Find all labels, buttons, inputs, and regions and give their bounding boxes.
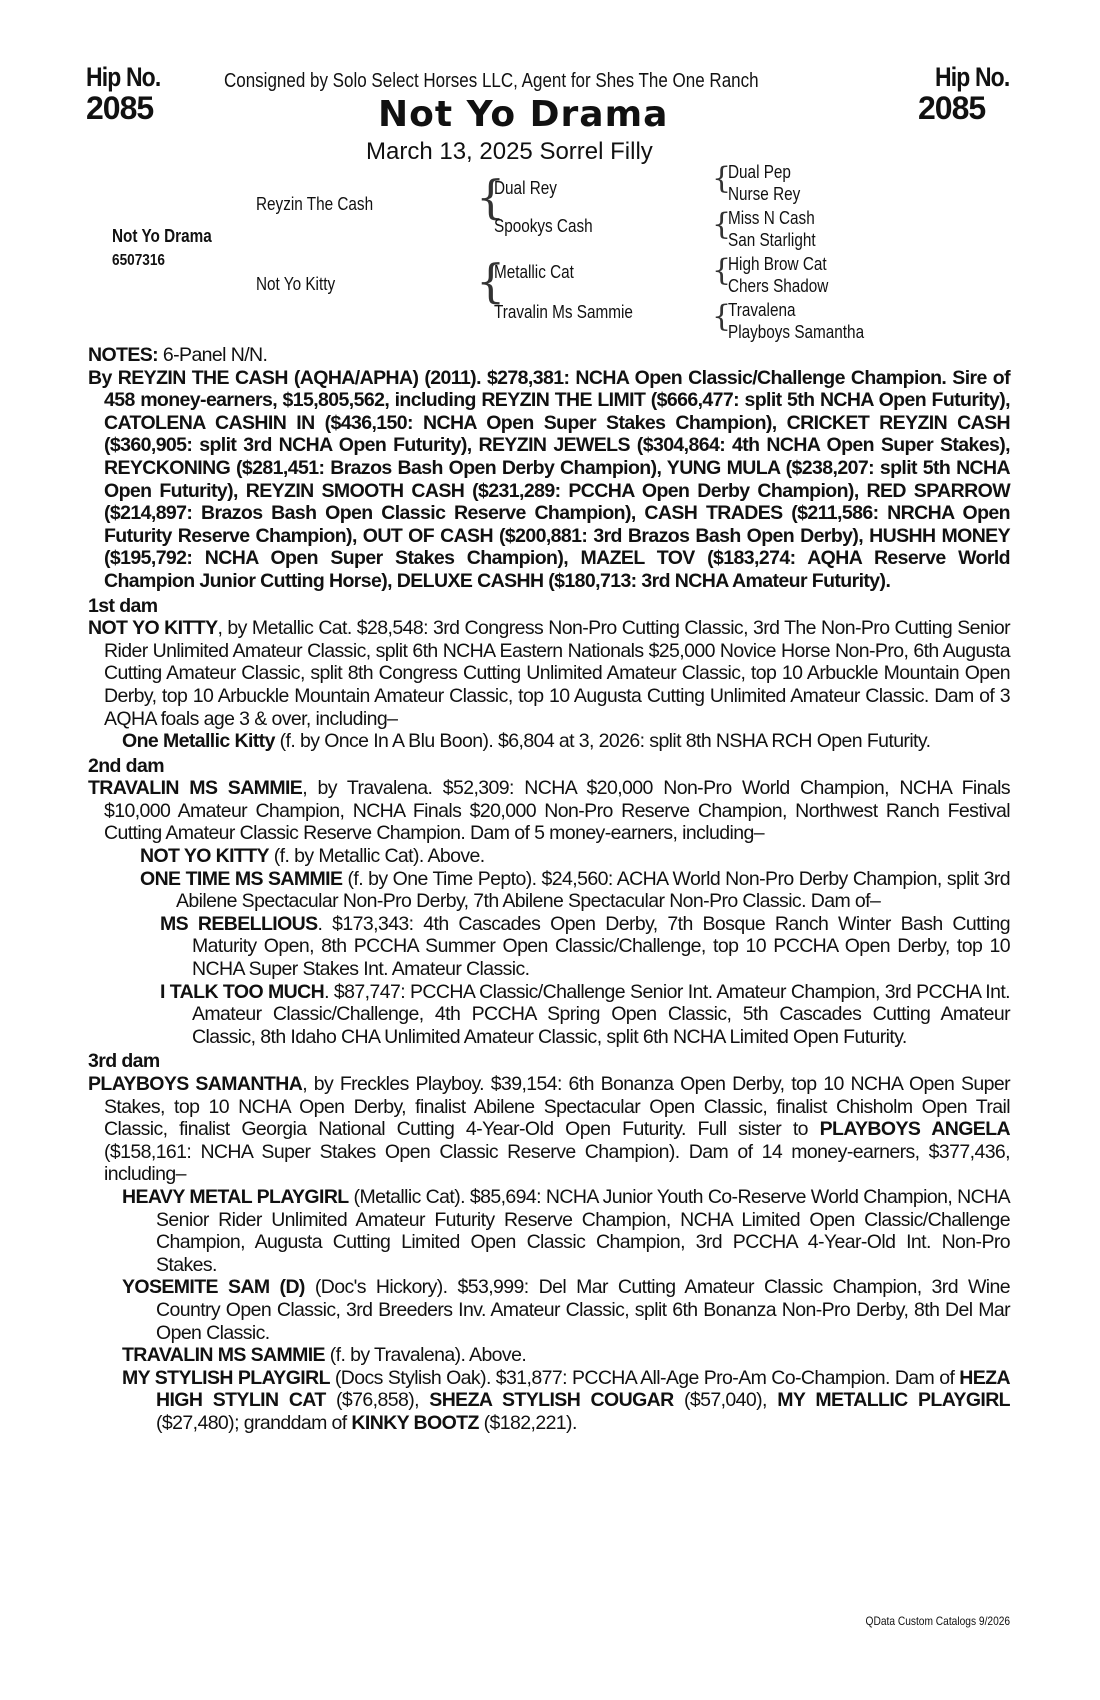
first-dam-heading: 1st dam	[88, 594, 158, 617]
first-dam-paragraph: NOT YO KITTY, by Metallic Cat. $28,548: 3rd Congress Non-Pro Cutting Classic, 3rd The Non-Pro Cutting Senior Rider Unlimited Amateur Classic, split 6th NCHA Eastern Nationals $25,000 Novice Horse Non-Pro, 6th Augusta Cutting Amateur Classic, split 8th Congress Cutting Unlimited Amateur Classic, top 10 Arbuckle Mountain Open Derby, top 10 Arbuckle Mountain Amateur Classic, top 10 Augusta Cutting Unlimited Amateur Classic. Dam of 3 AQHA foals age 3 & over, including–	[88, 617, 1010, 730]
pedigree-brace: {	[712, 299, 732, 334]
second-dam-produce-item: ONE TIME MS SAMMIE (f. by One Time Pepto). $24,560: ACHA World Non-Pro Derby Champion, split 3rd Abilene Spectacular Non-Pro Derby, 7th Abilene Spectacular Non-Pro Classic. Dam of–	[140, 867, 1010, 913]
second-dam-heading: 2nd dam	[88, 754, 164, 777]
horse-name-title: Not Yo Drama	[378, 94, 669, 135]
pedigree-sire-sire: Dual Rey	[494, 178, 557, 198]
pedigree-ds-sire: High Brow Cat	[728, 254, 827, 274]
hip-label-right: Hip No.	[935, 62, 1010, 92]
second-dam-paragraph: TRAVALIN MS SAMMIE, by Travalena. $52,309: NCHA $20,000 Non-Pro World Champion, NCHA Finals $10,000 Amateur Champion, NCHA Finals $20,000 Non-Pro Reserve Champion, Northwest Ranch Festival Cutting Amateur Classic Reserve Champion. Dam of 5 money-earners, including–	[88, 777, 1010, 845]
footer-credit: QData Custom Catalogs 9/2026	[865, 1614, 1010, 1628]
pedigree-sire-dam: Spookys Cash	[494, 216, 593, 236]
first-dam-produce-item: One Metallic Kitty (f. by Once In A Blu Boon). $6,804 at 3, 2026: split 8th NSHA RCH Open Futurity.	[122, 730, 931, 753]
pedigree-dd-sire: Travalena	[728, 300, 796, 320]
pedigree-ds-dam: Chers Shadow	[728, 276, 829, 296]
pedigree-brace: {	[712, 161, 732, 196]
third-dam-produce-item: YOSEMITE SAM (D) (Doc's Hickory). $53,999: Del Mar Cutting Amateur Classic Champion, 3rd Wine Country Open Classic, 3rd Breeders Inv. Amateur Classic, split 6th Bonanza Non-Pro Derby, 8th Del Mar Open Classic.	[122, 1276, 1010, 1344]
second-dam-produce-item: NOT YO KITTY (f. by Metallic Cat). Above.	[140, 845, 485, 868]
second-dam-grand-produce-item: I TALK TOO MUCH. $87,747: PCCHA Classic/Challenge Senior Int. Amateur Champion, 3rd PCCHA Int. Amateur Classic/Challenge, 4th PCCHA Spring Open Classic, 5th Cascades Cutting Amateur Classic, 8th Idaho CHA Unlimited Amateur Classic, split 6th NCHA Limited Open Futurity.	[160, 980, 1010, 1048]
foaling-info: March 13, 2025 Sorrel Filly	[366, 138, 653, 165]
pedigree-ss-dam: Nurse Rey	[728, 184, 801, 204]
pedigree-sd-dam: San Starlight	[728, 230, 816, 250]
hip-label-left: Hip No.	[86, 62, 161, 92]
pedigree-sire: Reyzin The Cash	[256, 194, 374, 214]
pedigree-brace: {	[712, 253, 732, 288]
second-dam-grand-produce-item: MS REBELLIOUS. $173,343: 4th Cascades Open Derby, 7th Bosque Ranch Winter Bash Cutting Maturity Open, 8th PCCHA Summer Open Classic/Challenge, top 10 PCCHA Open Derby, top 10 NCHA Super Stakes Int. Amateur Classic.	[160, 912, 1010, 981]
third-dam-heading: 3rd dam	[88, 1050, 160, 1073]
pedigree-registration: 6507316	[112, 252, 165, 269]
consignor-line: Consigned by Solo Select Horses LLC, Agent for Shes The One Ranch	[224, 70, 759, 92]
pedigree-dam-sire: Metallic Cat	[494, 262, 574, 282]
catalog-body	[88, 344, 1010, 1435]
pedigree-dam: Not Yo Kitty	[256, 274, 336, 294]
third-dam-paragraph: PLAYBOYS SAMANTHA, by Freckles Playboy. $39,154: 6th Bonanza Open Derby, top 10 NCHA Open Super Stakes, top 10 NCHA Open Derby, finalist Abilene Spectacular Open Classic, finalist Chisholm Open Trail Classic, finalist Georgia National Cutting 4-Year-Old Open Futurity. Full sister to PLAYBOYS ANGELA ($158,161: NCHA Super Stakes Open Classic Reserve Champion). Dam of 14 money-earners, $377,436, including–	[88, 1073, 1011, 1186]
third-dam-produce-item: MY STYLISH PLAYGIRL (Docs Stylish Oak). $31,877: PCCHA All-Age Pro-Am Co-Champion. Dam of HEZA HIGH STYLIN CAT ($76,858), SHEZA STYLISH COUGAR ($57,040), MY METALLIC PLAYGIRL ($27,480); granddam of KINKY BOOTZ ($182,221).	[122, 1366, 1010, 1434]
pedigree-ss-sire: Dual Pep	[728, 162, 791, 182]
third-dam-produce-item: TRAVALIN MS SAMMIE (f. by Travalena). Above.	[122, 1344, 527, 1367]
sire-paragraph: By REYZIN THE CASH (AQHA/APHA) (2011). $278,381: NCHA Open Classic/Challenge Champion. Sire of 458 money-earners, $15,805,562, including REYZIN THE LIMIT ($666,477: split 5th NCHA Open Futurity), CATOLENA CASHIN IN ($436,150: NCHA Open Super Stakes Champion), CRICKET REYZIN CASH ($360,905: split 3rd NCHA Open Futurity), REYZIN JEWELS ($304,864: 4th NCHA Open Super Stakes), REYCKONING ($281,451: Brazos Bash Open Derby Champion), YUNG MULA ($238,207: split 5th NCHA Open Futurity), REYZIN SMOOTH CASH ($231,289: PCCHA Open Derby Champion), RED SPARROW ($214,897: Brazos Bash Open Classic Reserve Champion), CASH TRADES ($211,586: NRCHA Open Futurity Reserve Champion), OUT OF CASH ($200,881: 3rd Brazos Bash Open Derby), HUSHH MONEY ($195,792: NCHA Open Super Stakes Champion), MAZEL TOV ($183,274: AQHA Reserve World Champion Junior Cutting Horse), DELUXE CASHH ($180,713: 3rd NCHA Amateur Futurity).	[88, 366, 1010, 592]
pedigree-sd-sire: Miss N Cash	[728, 208, 815, 228]
pedigree-brace: {	[476, 254, 506, 308]
pedigree-brace: {	[476, 170, 506, 224]
notes-line: NOTES: 6-Panel N/N.	[88, 344, 268, 366]
third-dam-produce-item: HEAVY METAL PLAYGIRL (Metallic Cat). $85,694: NCHA Junior Youth Co-Reserve World Champion, NCHA Senior Rider Unlimited Amateur Futurity Reserve Champion, NCHA Limited Open Classic/Challenge Champion, Augusta Cutting Limited Open Classic Champion, 3rd PCCHA 4-Year-Old Int. Non-Pro Stakes.	[122, 1185, 1010, 1276]
pedigree-brace: {	[712, 207, 732, 242]
pedigree-dam-dam: Travalin Ms Sammie	[494, 302, 633, 322]
hip-number-left: 2085	[86, 90, 154, 126]
pedigree-dd-dam: Playboys Samantha	[728, 322, 865, 342]
pedigree-subject-name: Not Yo Drama	[112, 226, 212, 246]
hip-number-right: 2085	[918, 90, 986, 126]
